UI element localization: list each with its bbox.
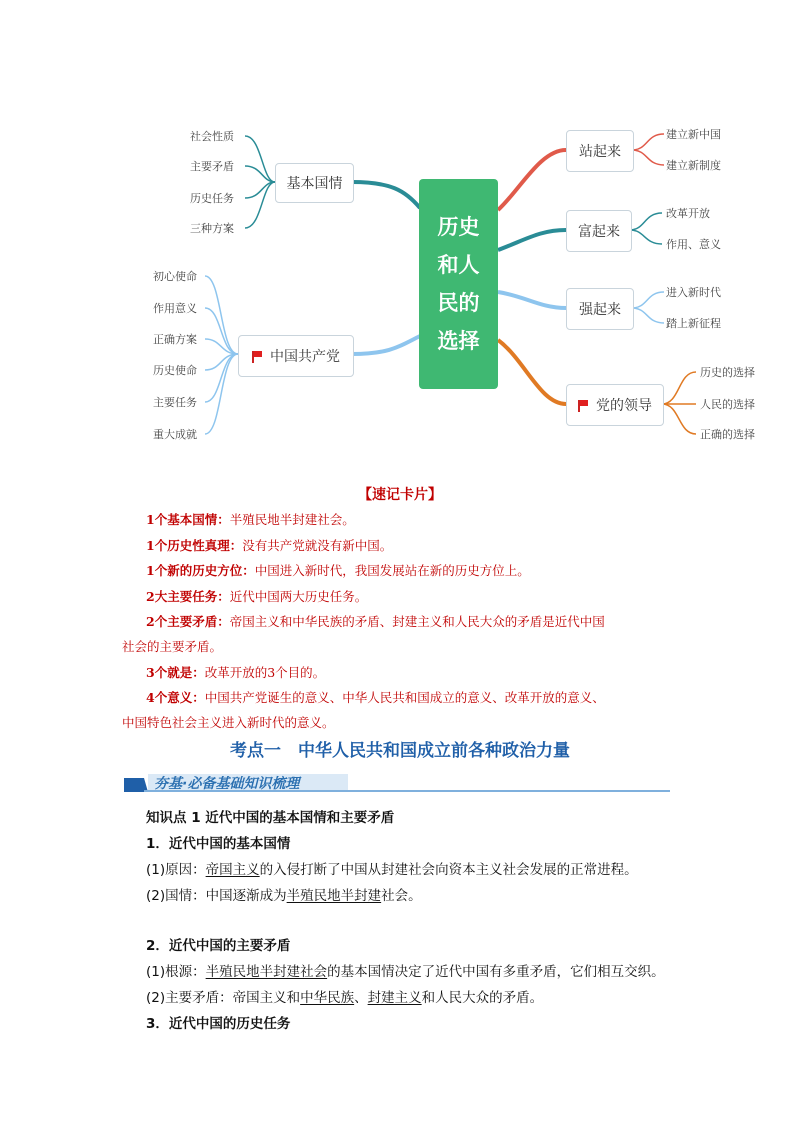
card-item: 1个新的历史方位：中国进入新时代，我国发展站在新的历史方位上。: [146, 563, 530, 578]
leaf: 作用、意义: [666, 238, 721, 251]
leaf: 初心使命: [153, 270, 197, 283]
node-stand-up: [566, 130, 634, 172]
card-item: 3个就是：改革开放的3个目的。: [146, 665, 326, 680]
leaf: 历史使命: [153, 364, 197, 377]
center-line: 和人: [437, 253, 480, 277]
leaf: 历史的选择: [700, 366, 755, 379]
card-item: 2个主要矛盾：帝国主义和中华民族的矛盾、封建主义和人民大众的矛盾是近代中国: [146, 614, 605, 629]
leaf: 建立新中国: [666, 128, 721, 141]
flag-icon: [252, 351, 262, 361]
leaf: 正确方案: [153, 333, 197, 346]
leaf: 三种方案: [190, 222, 234, 235]
leaf: 正确的选择: [700, 428, 755, 441]
leaf: 重大成就: [153, 428, 197, 441]
heading-1: 1．近代中国的基本国情: [146, 836, 291, 852]
node-label: 中国共产党: [270, 349, 340, 365]
leaf: 踏上新征程: [666, 317, 721, 330]
knowledge-point-title: 知识点 1 近代中国的基本国情和主要矛盾: [146, 810, 395, 826]
card-item-continued: 社会的主要矛盾。: [122, 639, 223, 654]
leaf: 作用意义: [153, 302, 197, 315]
heading-3: 3．近代中国的历史任务: [146, 1016, 291, 1032]
banner-label: 夯基·必备基础知识梳理: [154, 776, 300, 792]
node-label: 强起来: [579, 302, 621, 318]
leaf: 历史任务: [190, 192, 234, 205]
center-line: 选择: [437, 329, 480, 353]
node-cpc: [238, 335, 354, 377]
node-get-rich: [566, 210, 632, 252]
card-item-continued: 中国特色社会主义进入新时代的意义。: [122, 715, 335, 730]
center-line: 民的: [437, 291, 480, 315]
card-item: 4个意义：中国共产党诞生的意义、中华人民共和国成立的意义、改革开放的意义、: [146, 690, 605, 705]
center-line: 历史: [437, 215, 480, 239]
node-label: 站起来: [579, 144, 621, 160]
mind-map-connectors: [0, 0, 800, 470]
leaf: 建立新制度: [666, 159, 721, 172]
paragraph: (2)国情：中国逐渐成为半殖民地半封建社会。: [146, 888, 422, 904]
paragraph: (2)主要矛盾：帝国主义和中华民族、封建主义和人民大众的矛盾。: [146, 990, 544, 1006]
leaf: 改革开放: [666, 207, 710, 220]
paragraph: (1)原因：帝国主义的入侵打断了中国从封建社会向资本主义社会发展的正常进程。: [146, 862, 638, 878]
mindmap-center: [419, 179, 498, 389]
flag-icon: [578, 400, 588, 410]
mind-map: [0, 0, 800, 470]
leaf: 人民的选择: [700, 398, 755, 411]
section-title: 考点一 中华人民共和国成立前各种政治力量: [230, 741, 570, 761]
heading-2: 2．近代中国的主要矛盾: [146, 938, 291, 954]
card-item: 2大主要任务：近代中国两大历史任务。: [146, 589, 368, 604]
card-item: 1个历史性真理：没有共产党就没有新中国。: [146, 538, 393, 553]
leaf: 主要矛盾: [190, 160, 234, 173]
node-label: 基本国情: [286, 176, 343, 192]
node-label: 党的领导: [596, 398, 652, 414]
node-label: 富起来: [578, 224, 620, 240]
leaf: 进入新时代: [666, 286, 721, 299]
node-basic-conditions: [275, 163, 354, 203]
node-party-leadership: [566, 384, 664, 426]
paragraph: (1)根源：半殖民地半封建社会的基本国情决定了近代中国有多重矛盾，它们相互交织。: [146, 964, 665, 980]
leaf: 社会性质: [190, 130, 234, 143]
card-item: 1个基本国情：半殖民地半封建社会。: [146, 512, 355, 527]
leaf: 主要任务: [153, 396, 197, 409]
node-grow-strong: [566, 288, 634, 330]
card-title: 【速记卡片】: [358, 487, 442, 503]
